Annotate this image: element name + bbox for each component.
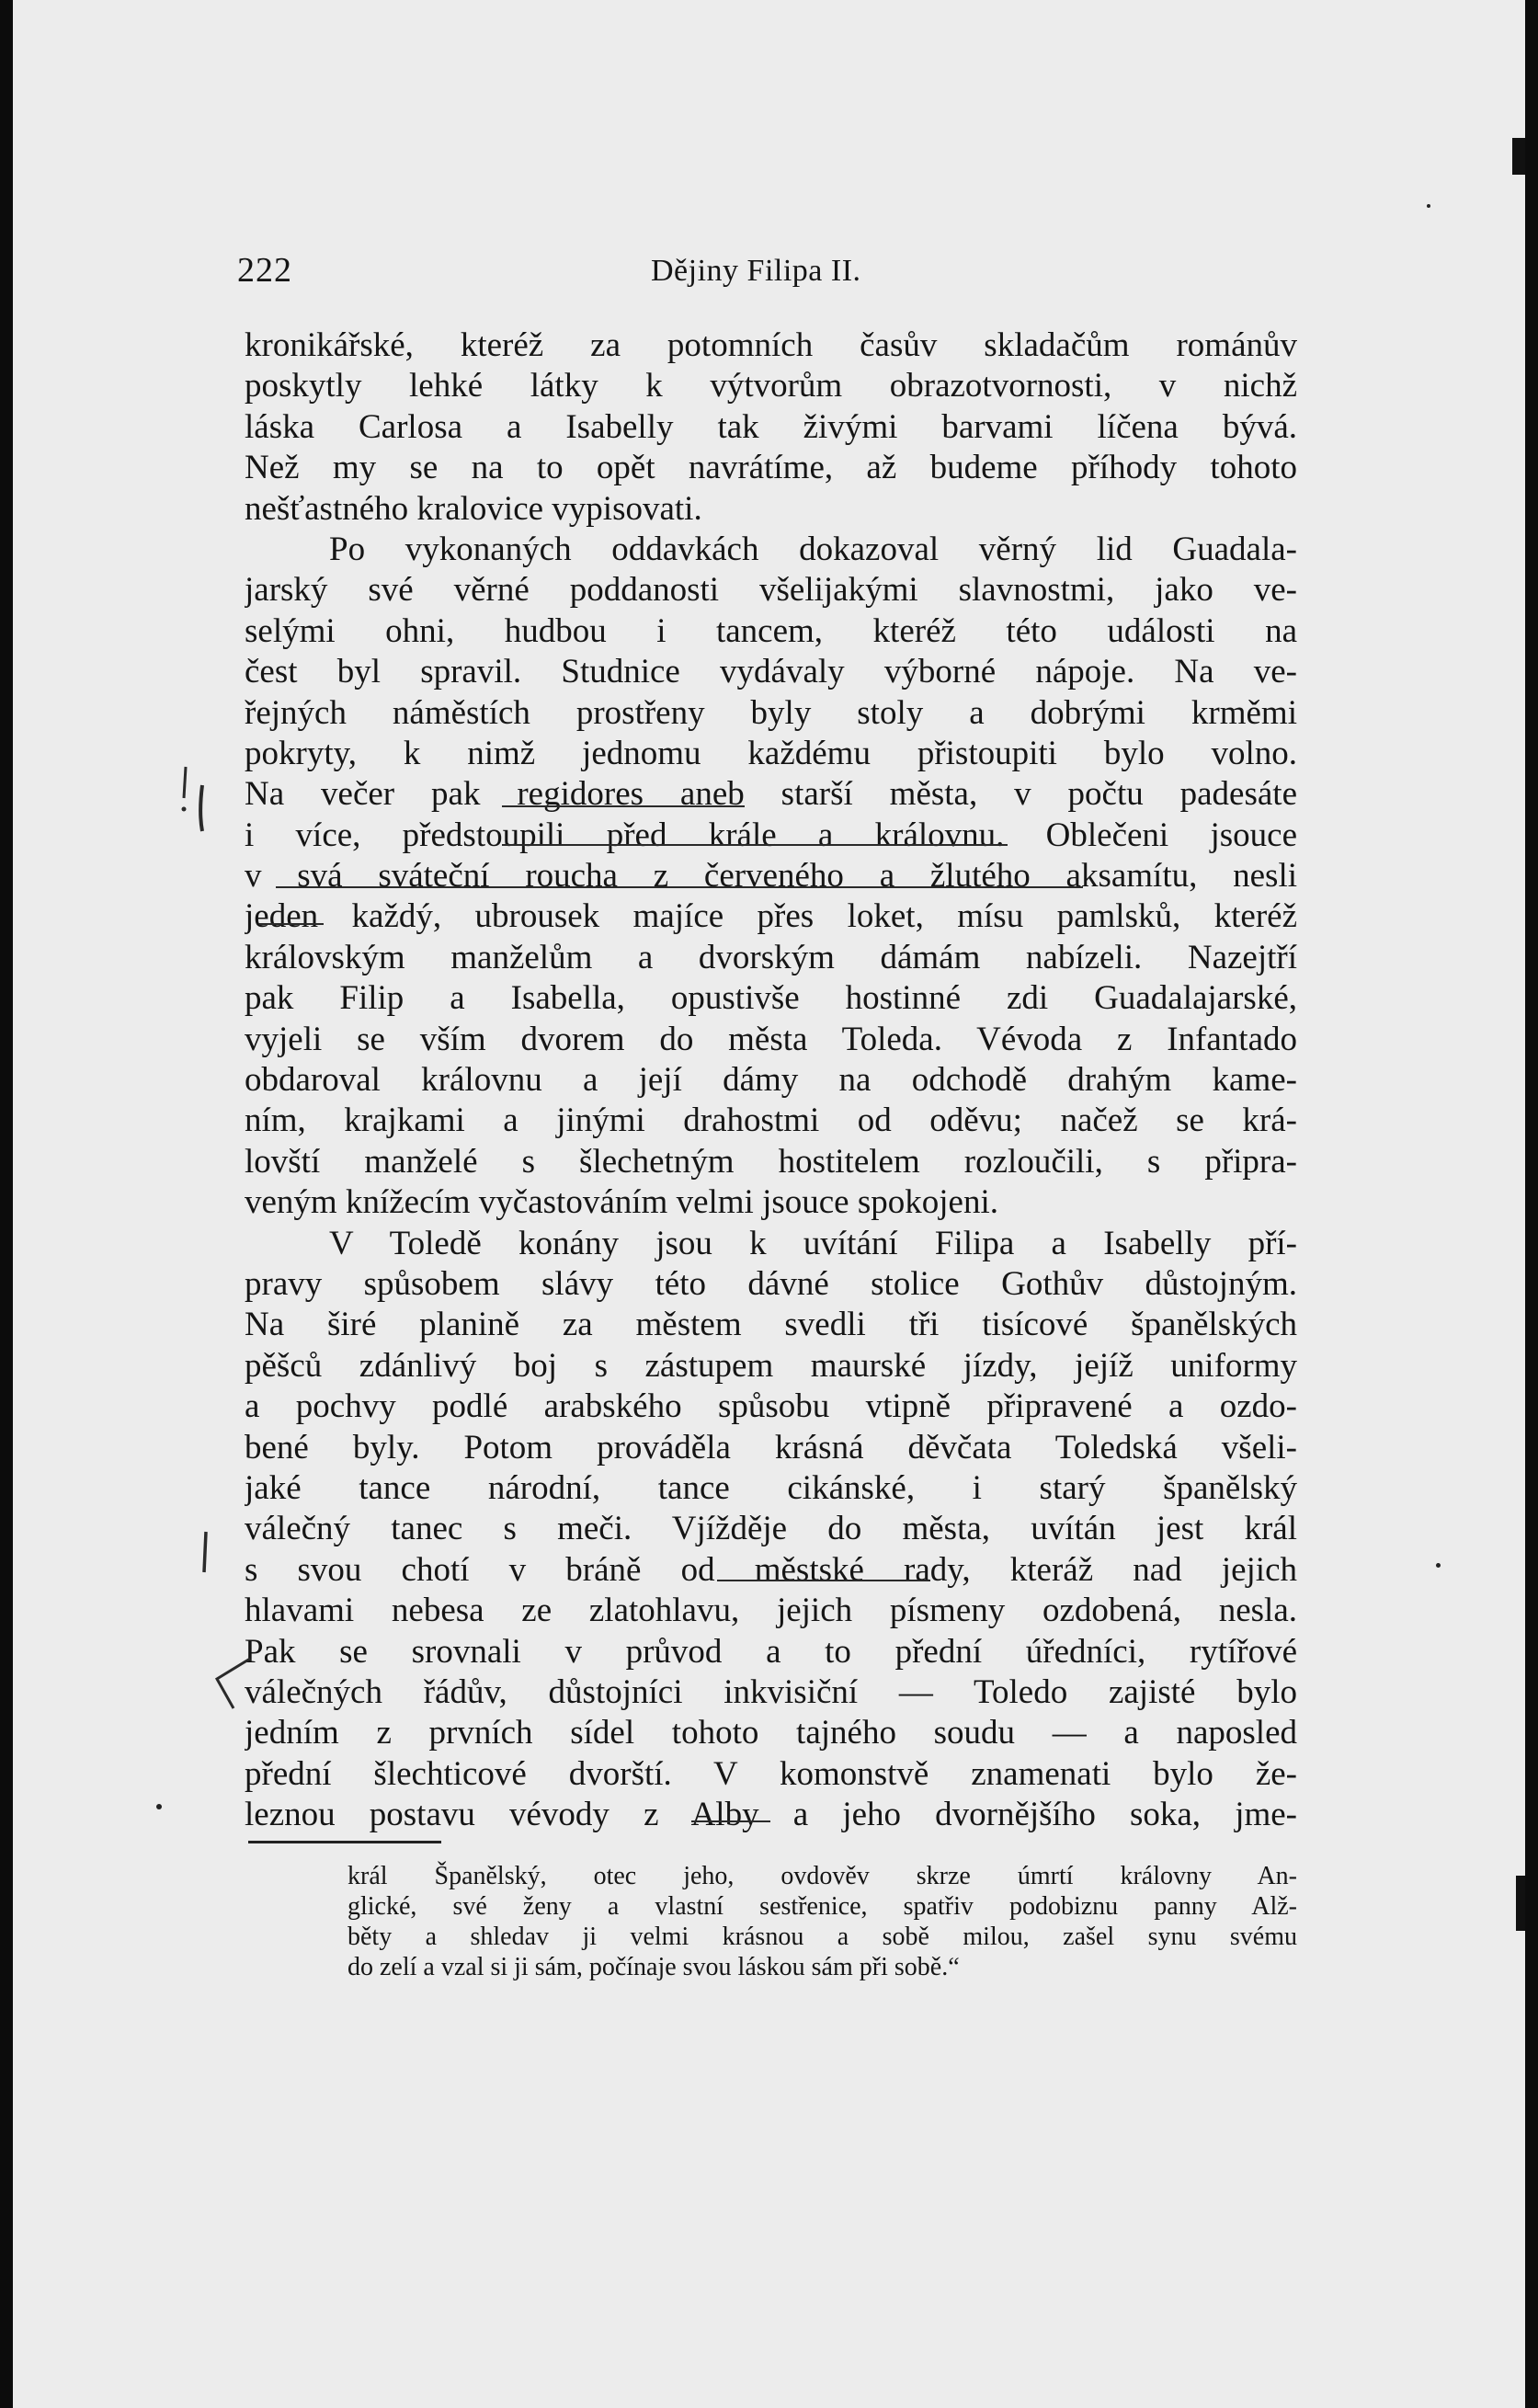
running-head <box>237 250 1304 296</box>
footnote-line: glické, své ženy a vlastní sestřenice, spatřiv podobiznu panny Alž- <box>347 1892 1297 1921</box>
footnote <box>347 1861 1297 1982</box>
text-line: čest byl spravil. Studnice vydávaly výborné nápoje. Na ve- <box>245 653 1297 691</box>
text-line: Než my se na to opět navrátíme, až budeme příhody tohoto <box>245 449 1297 487</box>
text-line: leznou postavu vévody z Alby a jeho dvornějšího soka, jme- <box>245 1796 1297 1834</box>
text-line: bené byly. Potom prováděla krásná děvčata Toledská všeli- <box>245 1428 1297 1466</box>
text-line: jarský své věrné poddanosti všelijakými slavnostmi, jako ve- <box>245 571 1297 610</box>
page-speck <box>1436 1563 1441 1568</box>
footnote-line: král Španělský, otec jeho, ovdověv skrze úmrtí královny An- <box>347 1862 1297 1890</box>
header-title: Dějiny Filipa II. <box>651 254 861 288</box>
text-line: jeden každý, ubrousek majíce přes loket, mísu pamlsků, kteréž <box>245 897 1297 936</box>
scan-edge-notch <box>1516 1876 1525 1931</box>
text-line: V Toledě konány jsou k uvítání Filipa a Isabelly pří- <box>329 1224 1297 1262</box>
text-line: Po vykonaných oddavkách dokazoval věrný lid Guadala- <box>329 530 1297 568</box>
text-line: veným knížecím vyčastováním velmi jsouce spokojeni. <box>245 1183 998 1222</box>
text-line: válečných řádův, důstojníci inkvisiční — Toledo zajisté bylo <box>245 1672 1297 1711</box>
footnote-line: do zelí a vzal si ji sám, počínaje svou láskou sám při sobě.“ <box>347 1953 960 1981</box>
text-line: vyjeli se vším dvorem do města Toleda. Vévoda z Infantado <box>245 1020 1297 1058</box>
text-line: a pochvy podlé arabského spůsobu vtipně připravené a ozdo- <box>245 1387 1297 1426</box>
text-line: selými ohni, hudbou i tancem, kteréž této události na <box>245 611 1297 650</box>
text-line: obdaroval královnu a její dámy na odchodě drahým kame- <box>245 1061 1297 1100</box>
text-line: pěšců zdánlivý boj s zástupem maurské jízdy, jejíž uniformy <box>245 1346 1297 1385</box>
body-text <box>245 325 1297 1835</box>
page-speck <box>156 1804 162 1809</box>
text-line: jedním z prvních sídel tohoto tajného soudu — a naposled <box>245 1714 1297 1752</box>
text-line: Na večer pak regidores aneb starší města, v počtu padesáte <box>245 775 1297 814</box>
text-line: pokryty, k nimž jednomu každému přistoupiti bylo volno. <box>245 734 1297 772</box>
scan-right-edge <box>1525 0 1538 2408</box>
text-line: přední šlechticové dvorští. V komonstvě znamenati bylo že- <box>245 1754 1297 1793</box>
text-line: poskytly lehké látky k výtvorům obrazotvornosti, v nichž <box>245 367 1297 405</box>
footnote-line: běty a shledav ji velmi krásnou a sobě milou, zašel synu svému <box>347 1923 1297 1951</box>
text-line: královským manželům a dvorským dámám nabízeli. Nazejtří <box>245 938 1297 976</box>
text-line: válečný tanec s meči. Vjížděje do města, uvítán jest král <box>245 1510 1297 1548</box>
scan-edge-notch <box>1512 138 1525 175</box>
text-line: láska Carlosa a Isabelly tak živými barvami líčena bývá. <box>245 407 1297 446</box>
page-speck <box>1427 204 1430 208</box>
text-line: Pak se srovnali v průvod a to přední úředníci, rytířové <box>245 1632 1297 1671</box>
text-line: i více, předstoupili před krále a královnu. Oblečeni jsouce <box>245 816 1297 854</box>
scan-left-edge <box>0 0 13 2408</box>
text-line: Na širé planině za městem svedli tři tisícové španělských <box>245 1306 1297 1344</box>
text-line: lovští manželé s šlechetným hostitelem rozloučili, s připra- <box>245 1142 1297 1181</box>
text-line: hlavami nebesa ze zlatohlavu, jejich písmeny ozdobená, nesla. <box>245 1592 1297 1630</box>
margin-mark-icon <box>197 1530 215 1576</box>
footnote-rule <box>248 1841 441 1843</box>
text-line: ním, krajkami a jinými drahostmi od oděvu; načež se krá- <box>245 1101 1297 1140</box>
text-line: s svou chotí v bráně od městské rady, kteráž nad jejich <box>245 1550 1297 1589</box>
text-line: jaké tance národní, tance cikánské, i starý španělský <box>245 1468 1297 1507</box>
text-line: pak Filip a Isabella, opustivše hostinné zdi Guadalajarské, <box>245 979 1297 1018</box>
text-line: pravy spůsobem slávy této dávné stolice Gothův důstojným. <box>245 1264 1297 1303</box>
margin-mark-icon <box>175 763 221 837</box>
text-line: kronikářské, kteréž za potomních časův skladačům románův <box>245 326 1297 364</box>
text-line: řejných náměstích prostřeny byly stoly a dobrými krměmi <box>245 693 1297 732</box>
page-number: 222 <box>237 251 292 290</box>
text-line: nešťastného kralovice vypisovati. <box>245 489 702 528</box>
text-line: v svá sváteční roucha z červeného a žlutého aksamítu, nesli <box>245 857 1297 896</box>
